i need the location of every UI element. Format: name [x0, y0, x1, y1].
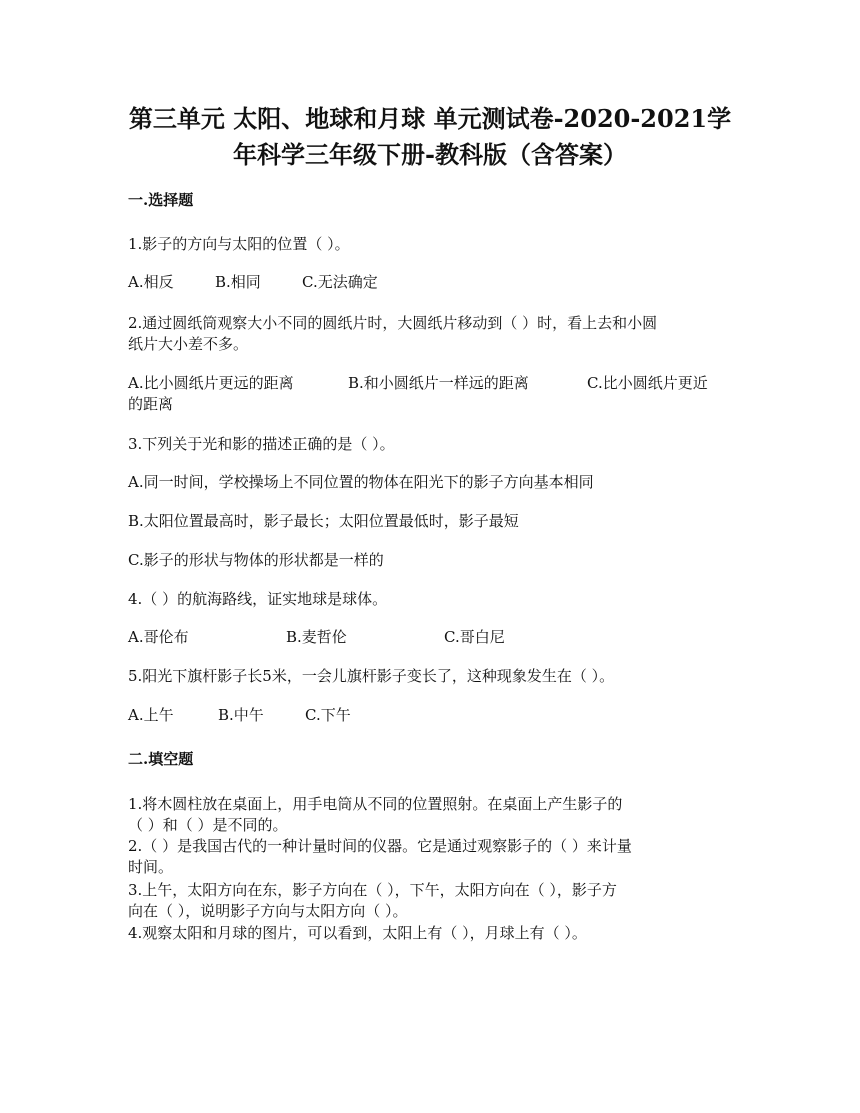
fill-question-3-line-2: 向在（ ），说明影子方向与太阳方向（ ）。: [128, 902, 408, 920]
fill-question-1-line-1: 1.将木圆柱放在桌面上，用手电筒从不同的位置照射。在桌面上产生影子的: [128, 795, 623, 813]
question-1-stem: 1.影子的方向与太阳的位置（ ）。: [128, 235, 350, 253]
fill-question-4-line-1: 4.观察太阳和月球的图片，可以看到，太阳上有（ ），月球上有（ ）。: [128, 924, 587, 942]
question-5-option-b: B.中午: [218, 706, 264, 724]
fill-question-1-line-2: （ ）和（ ）是不同的。: [128, 816, 288, 834]
question-2-stem-line-1: 2.通过圆纸筒观察大小不同的圆纸片时，大圆纸片移动到（ ）时，看上去和小圆: [128, 314, 658, 332]
question-3-option-b: B.太阳位置最高时，影子最长；太阳位置最低时，影子最短: [128, 512, 519, 530]
question-4-option-c: C.哥白尼: [444, 628, 505, 646]
question-4-option-b: B.麦哲伦: [286, 628, 347, 646]
question-1-option-a: A.相反: [128, 273, 174, 291]
question-2-option-c-continued: 的距离: [128, 395, 174, 413]
question-4-stem: 4.（ ）的航海路线，证实地球是球体。: [128, 590, 388, 608]
question-5-stem: 5.阳光下旗杆影子长5米，一会儿旗杆影子变长了，这种现象发生在（ ）。: [128, 667, 615, 685]
question-2-option-a: A.比小圆纸片更远的距离: [128, 374, 294, 392]
question-2-stem-line-2: 纸片大小差不多。: [128, 335, 249, 353]
fill-question-2-line-2: 时间。: [128, 858, 174, 876]
section-heading-choice: 一.选择题: [128, 191, 194, 209]
question-5-option-c: C.下午: [305, 706, 351, 724]
document-title-line-2: 年科学三年级下册-教科版（含答案）: [233, 140, 627, 169]
fill-question-2-line-1: 2.（ ）是我国古代的一种计量时间的仪器。它是通过观察影子的（ ）来计量: [128, 837, 632, 855]
question-3-option-c: C.影子的形状与物体的形状都是一样的: [128, 551, 384, 569]
question-2-option-b: B.和小圆纸片一样远的距离: [348, 374, 529, 392]
question-2-option-c: C.比小圆纸片更近: [587, 374, 708, 392]
question-3-stem: 3.下列关于光和影的描述正确的是（ ）。: [128, 435, 395, 453]
section-heading-fill-in: 二.填空题: [128, 750, 194, 768]
fill-question-3-line-1: 3.上午，太阳方向在东，影子方向在（ ），下午，太阳方向在（ ），影子方: [128, 881, 617, 899]
question-1-option-b: B.相同: [215, 273, 261, 291]
document-title-line-1: 第三单元 太阳、地球和月球 单元测试卷-2020-2021学: [128, 104, 732, 133]
question-3-option-a: A.同一时间，学校操场上不同位置的物体在阳光下的影子方向基本相同: [128, 473, 594, 491]
question-5-option-a: A.上午: [128, 706, 174, 724]
question-4-option-a: A.哥伦布: [128, 628, 189, 646]
question-1-option-c: C.无法确定: [302, 273, 378, 291]
